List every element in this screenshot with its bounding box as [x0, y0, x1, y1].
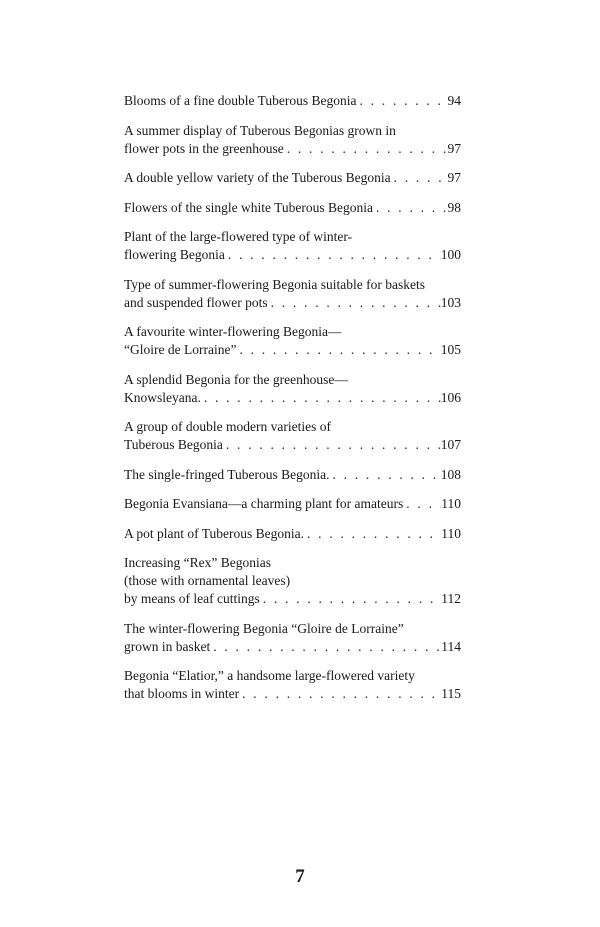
entry-title: by means of leaf cuttings	[124, 591, 260, 606]
entry-title: The winter-flowering Begonia “Gloire de Lorraine”	[124, 620, 404, 636]
page-number: 103	[440, 294, 461, 310]
entry-title: Begonia “Elatior,” a handsome large-flowered variety	[124, 668, 415, 683]
toc-entry	[124, 228, 461, 264]
entry-title: Blooms of a fine double Tuberous Begonia	[124, 93, 357, 108]
dot-leader	[225, 246, 441, 264]
toc-entry	[124, 554, 461, 608]
page-number: 98	[447, 199, 461, 215]
entry-title: and suspended flower pots	[124, 294, 268, 310]
entry-title: A pot plant of Tuberous Begonia.	[124, 525, 305, 541]
page-number: 112	[441, 591, 461, 606]
dot-leader	[403, 495, 441, 513]
dot-leader	[329, 466, 440, 484]
page-number: 107	[440, 437, 461, 452]
toc-entry	[124, 276, 461, 312]
dot-leader	[260, 590, 442, 608]
entry-title: Plant of the large-flowered type of winter-	[124, 229, 353, 244]
toc-entry	[124, 371, 461, 407]
dot-leader	[223, 436, 441, 454]
dot-leader	[284, 140, 448, 158]
page-folio-number: 7	[295, 866, 305, 887]
entry-title: Type of summer-flowering Begonia suitable for baskets	[124, 276, 425, 292]
entry-title: grown in basket	[124, 638, 211, 654]
page-number: 114	[441, 638, 461, 654]
entry-title: The single-fringed Tuberous Begonia.	[124, 466, 330, 482]
page-number: 110	[441, 496, 461, 511]
entry-title: A splendid Begonia for the greenhouse—	[124, 371, 348, 387]
toc-entry	[124, 323, 461, 359]
page-number: 106	[440, 389, 461, 405]
entry-title: flowering Begonia	[124, 247, 225, 262]
page-number: 115	[441, 686, 461, 701]
entry-title: Flowers of the single white Tuberous Begonia	[124, 199, 373, 215]
toc-entry	[124, 169, 461, 187]
page-number: 97	[447, 170, 461, 185]
toc-entry	[124, 620, 461, 656]
dot-leader	[373, 199, 448, 217]
page-number: 97	[447, 140, 461, 156]
toc-entry	[124, 466, 461, 484]
entry-title: “Gloire de Lorraine”	[124, 342, 237, 357]
toc-entry	[124, 525, 461, 543]
dot-leader	[304, 525, 441, 543]
toc-entry	[124, 92, 461, 110]
page-number: 108	[440, 466, 461, 482]
entry-title: A group of double modern varieties of	[124, 419, 331, 434]
page-number: 105	[440, 342, 461, 357]
entry-title: A summer display of Tuberous Begonias grown in	[124, 122, 396, 138]
entry-title: A favourite winter-flowering Begonia—	[124, 324, 342, 339]
entry-title: Begonia Evansiana—a charming plant for amateurs	[124, 496, 404, 511]
toc-entry	[124, 199, 461, 217]
entry-title: Tuberous Begonia	[124, 437, 223, 452]
toc-entry	[124, 667, 461, 703]
dot-leader	[391, 169, 448, 187]
entry-title: A double yellow variety of the Tuberous Begonia	[124, 170, 391, 185]
page-number: 100	[440, 247, 461, 262]
illustrations-list	[124, 92, 461, 715]
dot-leader	[201, 389, 441, 407]
entry-title: flower pots in the greenhouse	[124, 140, 284, 156]
entry-title: Increasing “Rex” Begonias	[124, 555, 271, 570]
dot-leader	[239, 685, 441, 703]
entry-title: Knowsleyana.	[124, 389, 201, 405]
dot-leader	[268, 294, 441, 312]
entry-title: that blooms in winter	[124, 686, 240, 701]
page-number: 94	[447, 93, 461, 108]
toc-entry	[124, 495, 461, 513]
toc-entry	[124, 122, 461, 158]
toc-entry	[124, 418, 461, 454]
dot-leader	[236, 341, 440, 359]
dot-leader	[357, 92, 448, 110]
dot-leader	[210, 638, 441, 656]
page-number: 110	[441, 525, 461, 541]
entry-title: (those with ornamental leaves)	[124, 573, 291, 588]
